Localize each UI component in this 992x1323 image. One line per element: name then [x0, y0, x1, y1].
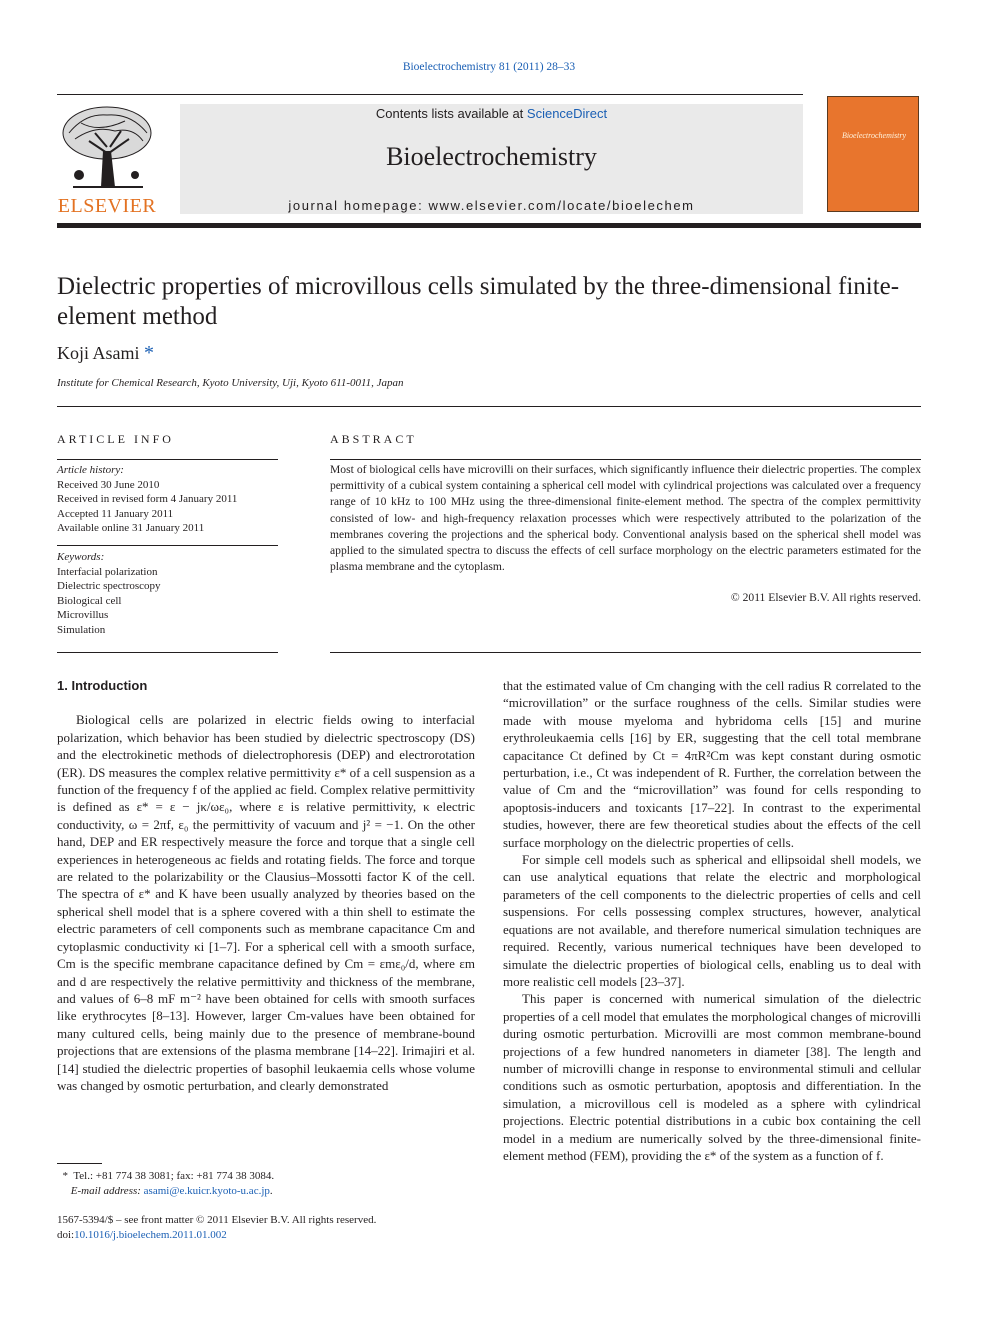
history-item: Accepted 11 January 2011	[57, 507, 174, 520]
elsevier-logo[interactable]	[55, 103, 159, 215]
history-item: Available online 31 January 2011	[57, 522, 205, 535]
section-heading-introduction: 1. Introduction	[57, 678, 148, 693]
contents-availability-line	[180, 106, 803, 121]
keyword: Simulation	[57, 623, 106, 636]
intro-paragraph: This paper is concerned with numerical simulation of the dielectric properties of a cell model that emulates the morphological changes of microvilli during osmotic perturbation. Microvilli are most common membrane-bound projections of a few hundred nanometers in diameter [38]. The length and number of microvilli change in response to environmental stimuli and cellular conditions such as osmotic perturbation, apoptosis and differentiation. In the simulation, a microvillous cell is modeled as a sphere with cylindrical projections. Electric potential distributions in a cubic box containing the cell model in a medium are numerically solved by the three-dimensional finite-element method (FEM), providing the ε* of the system as a function of f.	[503, 991, 921, 1163]
corresponding-author-link[interactable]: *	[144, 342, 155, 364]
keywords-rule	[57, 545, 278, 546]
article-info-bottom-rule	[57, 652, 278, 653]
body-column-right	[503, 677, 921, 1164]
article-info-rule	[57, 459, 278, 460]
doi-line	[57, 1228, 376, 1243]
journal-header-banner	[180, 104, 803, 214]
history-item: Received 30 June 2010	[57, 478, 160, 491]
email-label: E-mail address:	[70, 1185, 144, 1197]
header-thick-rule	[57, 223, 921, 228]
publisher-wordmark: ELSEVIER	[57, 195, 157, 217]
abstract-bottom-rule	[330, 652, 921, 653]
keyword: Microvillus	[57, 609, 109, 622]
affiliation-rule	[57, 406, 921, 407]
keyword: Biological cell	[57, 594, 122, 607]
issn-line: 1567-5394/$ – see front matter © 2011 Elsevier B.V. All rights reserved.	[57, 1214, 377, 1226]
footnote-email-line	[57, 1184, 274, 1199]
front-matter-block	[57, 1213, 376, 1243]
journal-reference-link[interactable]: Bioelectrochemistry 81 (2011) 28–33	[402, 61, 576, 73]
keywords-label: Keywords:	[57, 551, 105, 563]
journal-homepage-link[interactable]: journal homepage: www.elsevier.com/locate/bioelechem	[288, 198, 695, 213]
intro-paragraph: For simple cell models such as spherical and ellipsoidal shell models, we can use analytical equations that relate the electric and morphological parameters of the cell components to the dielectric properties of cells and cell suspensions. For cells possessing complex structures, however, analytical equations are not available, and therefore numerical simulation techniques are required. Recently, various numerical techniques have been developed to simulate the dielectric properties of biological cells, enabling us to deal with more realistic cell models [23–37].	[503, 852, 921, 989]
abstract-copyright: © 2011 Elsevier B.V. All rights reserved.	[730, 591, 921, 604]
email-suffix: .	[269, 1185, 273, 1197]
abstract-rule	[330, 459, 921, 460]
doi-label: doi:	[57, 1229, 75, 1241]
sciencedirect-link[interactable]: ScienceDirect	[526, 106, 608, 121]
footnote-rule	[57, 1163, 102, 1164]
keyword: Interfacial polarization	[57, 565, 158, 578]
article-title: Dielectric properties of microvillous cells simulated by the three-dimensional finite-element method	[57, 273, 900, 330]
tree-logo-icon	[55, 103, 159, 193]
corresponding-author-footnote	[57, 1169, 274, 1199]
footnote-contact	[57, 1169, 274, 1184]
journal-cover-thumbnail[interactable]	[827, 96, 919, 212]
author-affiliation: Institute for Chemical Research, Kyoto University, Uji, Kyoto 611-0011, Japan	[57, 377, 404, 389]
author-name: Koji Asami	[57, 343, 140, 363]
history-item: Received in revised form 4 January 2011	[57, 493, 238, 506]
article-history	[57, 463, 278, 536]
abstract-text: Most of biological cells have microvilli on their surfaces, which significantly influence their dielectric properties. The complex permittivity of a cubical system containing a spherical cell model with cylindrical projections was calculated over a frequency range of 10 kHz to 100 MHz using the three-dimensional finite-element method. The spectra of the complex permittivity consisted of low- and high-frequency relaxation processes which were respectively attributed to the polarization of the membranes covering the projections and the spherical body. Conventional analysis based on the spherical shell model was applied to the simulated spectra to discuss the effects of cell surface morphology on the electric parameters estimated for the plasma membrane and the cytoplasm.	[330, 463, 921, 574]
abstract-heading: ABSTRACT	[330, 432, 417, 446]
author-email-link[interactable]: asami@e.kuicr.kyoto-u.ac.jp	[143, 1185, 270, 1197]
contents-prefix: Contents lists available at	[375, 106, 527, 121]
cover-title: Bioelectrochemistry	[841, 131, 907, 140]
footnote-mark: *	[62, 1170, 68, 1182]
article-info-heading: ARTICLE INFO	[57, 432, 174, 446]
journal-title: Bioelectrochemistry	[386, 142, 597, 171]
header-top-rule	[57, 94, 803, 95]
intro-paragraph: that the estimated value of Cm changing with the cell radius R correlated to the “microvillation” or the surface roughness of the cells. Similar studies were made with mouse myeloma and hybridoma cells [15] and murine erythroleukaemia cells [16] by ER, suggesting that the cell total membrane capacitance Ct defined by Ct = 4πR²Cm was kept constant during osmotic perturbation, i.e., Ct was independent of R. Further, the correlation between the value of Cm and the “microvillation” was found for cells responding to apoptosis-inducers and toxicants [17–22]. In contrast to the experimental studies, however, there are few theoretical studies about the effects of the cell surface morphology on the dielectric properties of cells.	[503, 678, 921, 850]
intro-paragraph: Biological cells are polarized in electric fields owing to interfacial polarization, which behavior has been studied by dielectric spectroscopy (DS) and the electrokinetic methods of dielectrophoresis (DEP) and electrorotation (ER). DS measures the complex relative permittivity ε* of a cell suspension as a function of the frequency f of the applied ac field. Complex relative permittivity is defined as ε* = ε − jκ/ωε₀, where ε is relative permittivity, κ electric conductivity, ω = 2πf, ε₀ the permittivity of vacuum and j² = −1. On the other hand, DEP and ER respectively measure the force and torque that a single cell experiences in heterogeneous ac fields and rotating fields. The force and torque are related to the polarizability or the Clausius–Mossotti factor K of the cell. The spectra of ε* and K have been usually analyzed by theories based on the spherical shell model that is a sphere covered with a thin shell to estimate the electric parameters of cell components such as membrane capacitance Cm and cytoplasmic conductivity κi [1–7]. For a spherical cell with a smooth surface, Cm is the specific membrane capacitance defined by Cm = εmε₀/d, where εm and d are respectively the relative permittivity and thickness of the membrane, and values of 6–8 mF m⁻² have been obtained for cells with smooth surfaces like erythrocytes [8–13]. However, larger Cm-values have been obtained for many cultured cells, being mainly due to the presence of membrane-bound projections that are extensions of the plasma membrane [14–22]. Irimajiri et al. [14] studied the dielectric properties of basophil leukaemia cells whose volume was changed by osmotic perturbation, and clearly demonstrated	[57, 712, 475, 1093]
keyword: Dielectric spectroscopy	[57, 580, 161, 593]
author-line	[57, 342, 154, 365]
keywords-list	[57, 550, 278, 638]
footnote-tel: Tel.: +81 774 38 3081; fax: +81 774 38 3084.	[73, 1170, 275, 1182]
doi-link[interactable]: 10.1016/j.bioelechem.2011.01.002	[74, 1229, 227, 1241]
body-column-left	[57, 677, 475, 1094]
article-history-label: Article history:	[57, 464, 124, 476]
